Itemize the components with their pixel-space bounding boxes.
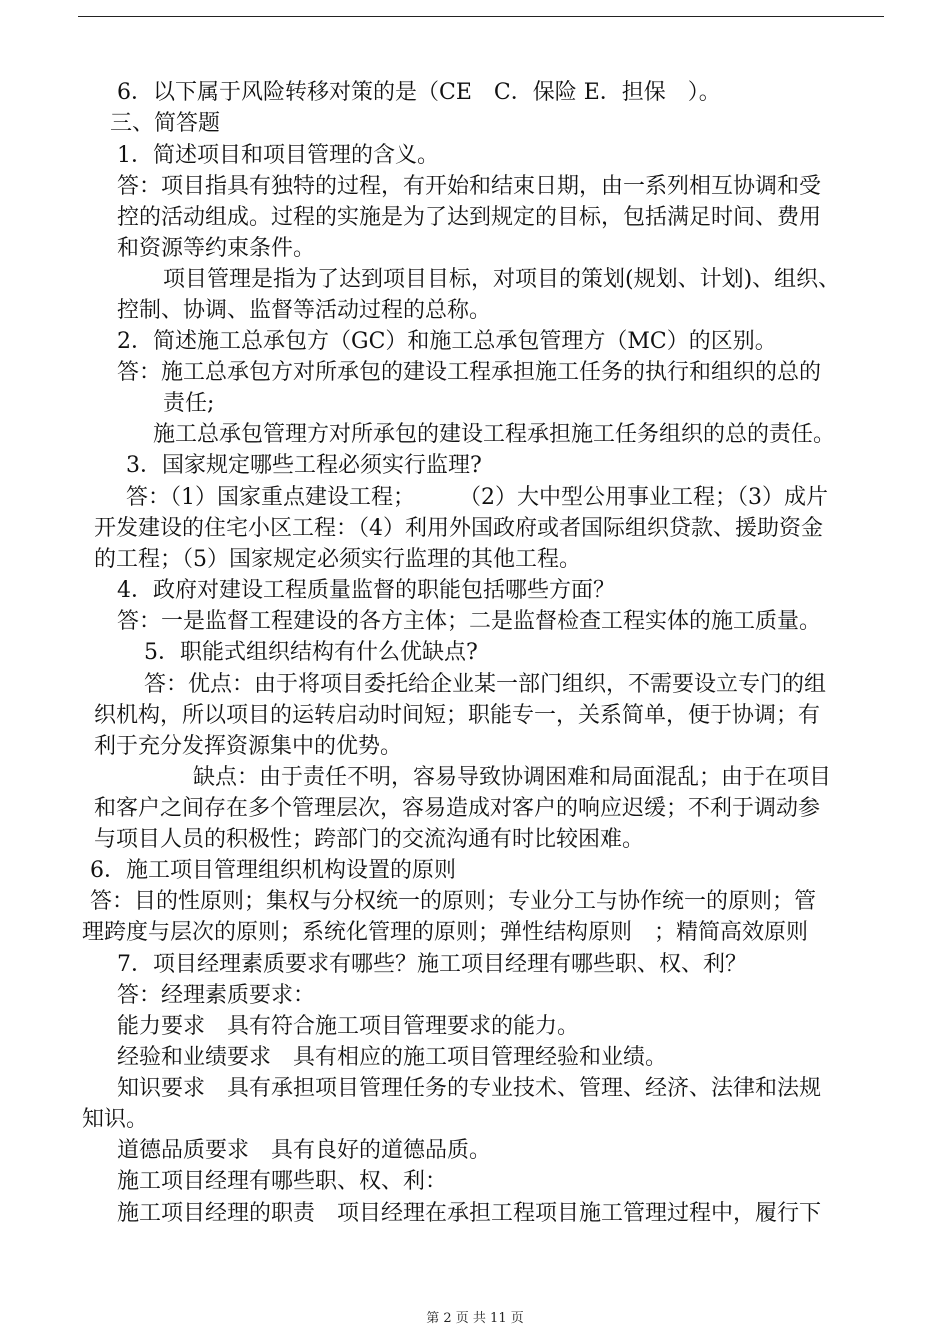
answer-4: 答：一是监督工程建设的各方主体；二是监督检查工程实体的施工质量。 bbox=[117, 609, 822, 634]
answer-1-line-3: 和资源等约束条件。 bbox=[117, 236, 316, 261]
answer-3-line-1: 答：（1）国家重点建设工程； （2）大中型公用事业工程；（3）成片 bbox=[126, 485, 828, 510]
answer-5-line-1: 答：优点：由于将项目委托给企业某一部门组织，不需要设立专门的组 bbox=[144, 672, 827, 697]
answer-7-line-4: 知识要求 具有承担项目管理任务的专业技术、管理、经济、法律和法规 bbox=[117, 1076, 822, 1101]
answer-1-line-2: 控的活动组成。过程的实施是为了达到规定的目标，包括满足时间、费用 bbox=[117, 205, 822, 230]
answer-6-line-2: 理跨度与层次的原则；系统化管理的原则；弹性结构原则 ；精简高效原则 bbox=[82, 920, 809, 945]
question-4: 4．政府对建设工程质量监督的职能包括哪些方面？ bbox=[117, 578, 615, 603]
question-6-risk-transfer: 6．以下属于风险转移对策的是（CE C．保险 E．担保 ）。 bbox=[117, 80, 721, 105]
answer-1-line-4: 项目管理是指为了达到项目目标，对项目的策划(规划、计划)、组织、 bbox=[163, 267, 841, 292]
answer-7-line-5: 知识。 bbox=[82, 1107, 149, 1132]
answer-2-line-3: 施工总承包管理方对所承包的建设工程承担施工任务组织的总的责任。 bbox=[153, 422, 836, 447]
answer-7-line-3: 经验和业绩要求 具有相应的施工项目管理经验和业绩。 bbox=[117, 1045, 668, 1070]
answer-7-line-7: 施工项目经理有哪些职、权、利： bbox=[117, 1169, 448, 1194]
question-1: 1．简述项目和项目管理的含义。 bbox=[117, 143, 439, 168]
section-heading-short-answer: 三、简答题 bbox=[110, 111, 221, 136]
question-6: 6．施工项目管理组织机构设置的原则 bbox=[90, 858, 456, 883]
question-7: 7．项目经理素质要求有哪些？施工项目经理有哪些职、权、利？ bbox=[117, 952, 747, 977]
answer-2-line-1: 答：施工总承包方对所承包的建设工程承担施工任务的执行和组织的总的 bbox=[117, 360, 822, 385]
answer-1-line-5: 控制、协调、监督等活动过程的总称。 bbox=[117, 298, 492, 323]
page-number-footer: 第 2 页 共 11 页 bbox=[426, 1311, 524, 1326]
answer-3-line-3: 的工程；（5）国家规定必须实行监理的其他工程。 bbox=[94, 547, 581, 572]
answer-1-line-1: 答：项目指具有独特的过程，有开始和结束日期，由一系列相互协调和受 bbox=[117, 174, 822, 199]
answer-7-line-1: 答：经理素质要求： bbox=[117, 983, 316, 1008]
answer-5-line-3: 利于充分发挥资源集中的优势。 bbox=[94, 734, 403, 759]
answer-7-line-2: 能力要求 具有符合施工项目管理要求的能力。 bbox=[117, 1014, 580, 1039]
answer-5-line-6: 与项目人员的积极性；跨部门的交流沟通有时比较困难。 bbox=[94, 827, 645, 852]
answer-7-line-8: 施工项目经理的职责 项目经理在承担工程项目施工管理过程中，履行下 bbox=[117, 1201, 822, 1226]
header-rule bbox=[78, 16, 884, 17]
answer-3-line-2: 开发建设的住宅小区工程：（4）利用外国政府或者国际组织贷款、援助资金 bbox=[94, 516, 823, 541]
answer-2-line-2: 责任; bbox=[163, 391, 215, 416]
question-5: 5．职能式组织结构有什么优缺点? bbox=[144, 640, 478, 665]
answer-7-line-6: 道德品质要求 具有良好的道德品质。 bbox=[117, 1138, 492, 1163]
answer-5-line-2: 织机构，所以项目的运转启动时间短；职能专一，关系简单，便于协调；有 bbox=[94, 703, 821, 728]
question-2: 2．简述施工总承包方（GC）和施工总承包管理方（MC）的区别。 bbox=[117, 329, 777, 354]
answer-6-line-1: 答：目的性原则；集权与分权统一的原则；专业分工与协作统一的原则；管 bbox=[90, 889, 817, 914]
answer-5-line-4: 缺点：由于责任不明，容易导致协调困难和局面混乱；由于在项目 bbox=[193, 765, 832, 790]
question-3: 3．国家规定哪些工程必须实行监理? bbox=[126, 453, 482, 478]
answer-5-line-5: 和客户之间存在多个管理层次，容易造成对客户的响应迟缓；不利于调动参 bbox=[94, 796, 821, 821]
